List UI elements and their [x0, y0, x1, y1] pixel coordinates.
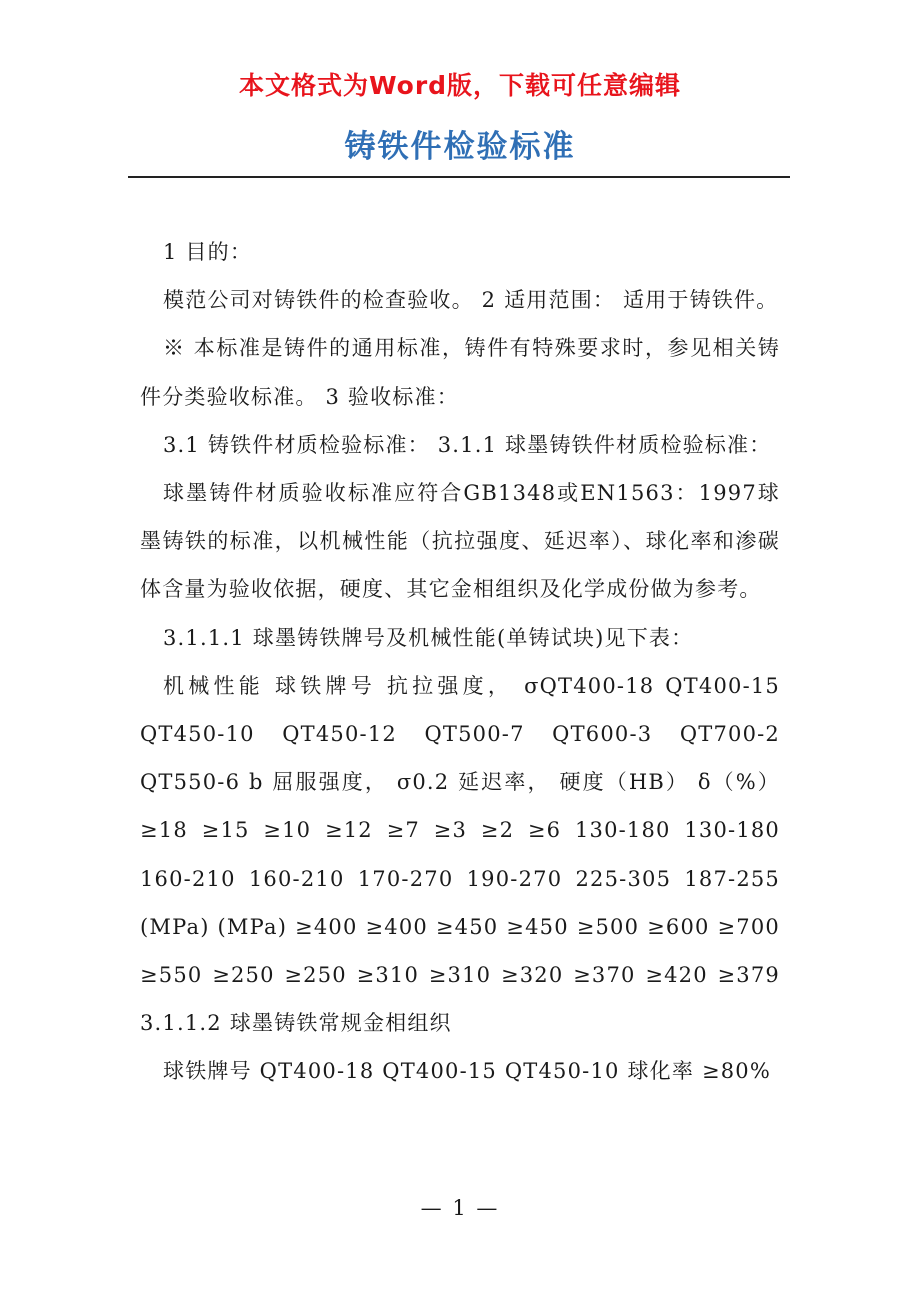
mechanical-properties-paragraph: 机械性能 球铁牌号 抗拉强度， σQT400-18 QT400-15 QT450-10 QT450-12 QT500-7 QT600-3 QT700-2 QT550-6 b 屈服强度， σ0.2 延迟率， 硬度（HB） δ（%） ≥18 ≥15 ≥10 ≥12 ≥7 ≥3 ≥2 ≥6 130-180 130-180 160-210 160-210 170-270 190-270 225-305 187-255 (MPa) (MPa) ≥400 ≥400 ≥450 ≥450 ≥500 ≥600 ≥700 ≥550 ≥250 ≥250 ≥310 ≥310 ≥320 ≥370 ≥420 ≥379 3.1.1.2 球墨铸铁常规金相组织: [140, 673, 780, 1036]
format-banner: 本文格式为Word版，下载可任意编辑: [238, 71, 682, 100]
page-title: 铸铁件检验标准: [344, 129, 576, 165]
section-3-1-heading: 3.1 铸铁件材质检验标准： 3.1.1 球墨铸铁件材质检验标准：: [163, 432, 772, 457]
grade-table-caption: 3.1.1.1 球墨铸铁牌号及机械性能(单铸试块)见下表：: [163, 625, 694, 650]
metallography-paragraph: 球铁牌号 QT400-18 QT400-15 QT450-10 球化率 ≥80%: [163, 1059, 772, 1084]
note-paragraph: ※ 本标准是铸件的通用标准，铸件有特殊要求时，参见相关铸件分类验收标准。 3 验收标准：: [140, 336, 780, 409]
material-standard-paragraph: 球墨铸件材质验收标准应符合GB1348或EN1563：1997球墨铸铁的标准，以机械性能（抗拉强度、延迟率）、球化率和渗碳体含量为验收依据，硬度、其它金相组织及化学成份做为参考。: [140, 481, 781, 602]
purpose-paragraph: 模范公司对铸铁件的检查验收。 2 适用范围： 适用于铸铁件。: [163, 288, 779, 313]
document-body: [140, 228, 780, 1096]
page-number: — 1 —: [420, 1196, 500, 1220]
section-purpose-heading: 1 目的：: [163, 240, 253, 264]
title-divider: [128, 176, 790, 178]
